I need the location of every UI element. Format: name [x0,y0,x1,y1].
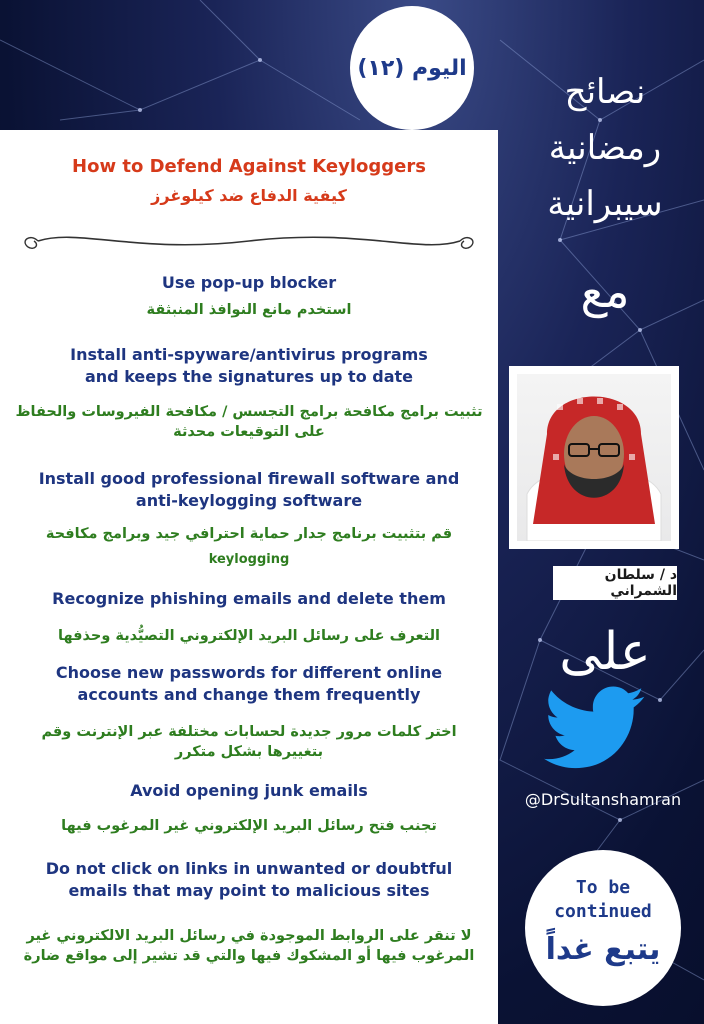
tip-6-english-line-1: Avoid opening junk emails [130,781,368,800]
to-be-continued-badge [525,850,681,1006]
tip-6-arabic-line-1: تجنب فتح رسائل البريد الإلكتروني غير المرغوب فيها [61,818,437,834]
tip-2-arabic [0,402,498,442]
continued-english-line-2: continued [554,901,652,922]
tip-1-english [0,272,498,294]
continued-english [525,876,681,924]
continued-english-line-1: To be [575,877,631,898]
tip-2-english-line-2: and keeps the signatures up to date [84,367,414,386]
tip-7-arabic-line-2: المرغوب فيها أو المشكوك فيها والتي قد تشير إلى مواقع ضارة [23,948,475,964]
tip-5-arabic-line-2: بتغييرها بشكل متكرر [174,744,324,760]
tip-6-english [0,780,498,802]
tip-4-english-line-1: Recognize phishing emails and delete them [52,589,446,608]
sidebar-title-line-2: رمضانية [548,128,662,168]
continued-arabic: يتبع غداً [545,932,661,967]
tip-1-english-line-1: Use pop-up blocker [161,273,337,292]
title-english: How to Defend Against Keyloggers [72,156,426,177]
tip-3-english-line-1: Install good professional firewall software and [38,469,460,488]
sidebar-on: على [559,622,651,682]
tip-5-english-line-2: accounts and change them frequently [77,685,421,704]
tip-4-arabic-line-1: التعرف على رسائل البريد الإلكتروني التصيُّدية وحذفها [58,628,440,644]
tip-4-arabic [0,626,498,646]
tip-7-english-line-1: Do not click on links in unwanted or doubtful [45,859,453,878]
sidebar-title-line-1: نصائح [564,72,646,112]
tip-7-english-line-2: emails that may point to malicious sites [68,881,430,900]
tip-3-english [0,468,498,512]
title-arabic: كيفية الدفاع ضد كيلوغرز [151,186,347,205]
tip-7-english [0,858,498,902]
tip-2-arabic-line-1: تثبيت برامج مكافحة برامج التجسس / مكافحة الفيروسات والحفاظ [15,404,483,420]
twitter-bird-icon [544,686,646,772]
tip-5-english [0,662,498,706]
tip-5-arabic-line-1: اختر كلمات مرور جديدة لحسابات مختلفة عبر الإنترنت وقم [41,724,457,740]
author-photo [509,366,679,549]
day-badge-text: اليوم (١٢) [357,55,467,81]
ornament-divider [18,226,480,256]
tip-3-english-line-2: anti-keylogging software [135,491,363,510]
tip-2-english-line-1: Install anti-spyware/antivirus programs [70,345,428,364]
tip-1-arabic [0,300,498,320]
sidebar-title-line-3: سيبرانية [547,184,663,224]
tip-2-arabic-line-2: على التوقيعات محدثة [173,424,325,440]
day-badge [350,6,474,130]
twitter-handle[interactable]: @DrSultanshamran [524,790,682,809]
tip-3-arabic-line-1: قم بتثبيت برنامج جدار حماية احترافي جيد وبرامج مكافحة [45,526,453,542]
author-portrait-graphic [517,374,671,541]
tip-2-english [0,344,498,388]
tip-6-arabic [0,816,498,836]
tip-1-arabic-line-1: استخدم مانع النوافذ المنبثقة [146,302,352,318]
tip-7-arabic [0,926,498,966]
tip-4-english [0,588,498,610]
tip-5-english-line-1: Choose new passwords for different online [55,663,443,682]
tip-3-keylogging: keylogging [208,552,290,567]
tip-7-arabic-line-1: لا تنقر على الروابط الموجودة في رسائل البريد الالكتروني غير [26,928,472,944]
tip-3-arabic [0,524,498,544]
tip-5-arabic [0,722,498,762]
sidebar-with: مع [580,264,630,318]
author-name-label: د / سلطان الشمراني [553,566,677,600]
